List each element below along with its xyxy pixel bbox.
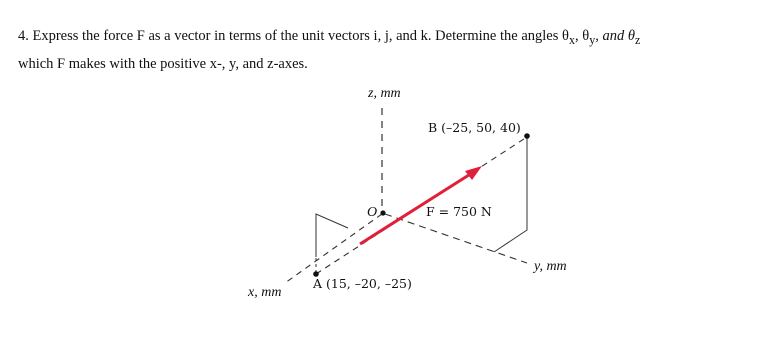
x-axis <box>285 214 382 283</box>
problem-and: , and θ <box>595 28 635 44</box>
point-b <box>524 133 530 139</box>
force-label: F = 750 N <box>426 204 492 219</box>
x-axis-label: x, mm <box>248 285 282 300</box>
b-projection-lines <box>494 137 527 252</box>
problem-sep: , θ <box>574 28 590 44</box>
y-axis <box>385 214 527 263</box>
subscript-x: x <box>568 32 575 47</box>
z-axis-label: z, mm <box>368 86 401 101</box>
origin-label: O <box>367 205 378 220</box>
y-axis-label: y, mm <box>534 259 567 274</box>
point-a-label: A (15, –20, –25) <box>313 276 412 291</box>
subscript-z: z <box>634 32 641 47</box>
origin-point <box>380 210 385 215</box>
subscript-y: y <box>589 32 596 47</box>
problem-text-1: 4. Express the force F as a vector in terms of the unit vectors i, j, and k. Determine the angles θ <box>18 28 569 44</box>
force-arrowhead <box>465 166 482 180</box>
problem-line-2: which F makes with the positive x-, y, and z-axes. <box>18 55 308 72</box>
a-projection-lines <box>316 214 348 257</box>
point-b-label: B (–25, 50, 40) <box>428 120 521 135</box>
